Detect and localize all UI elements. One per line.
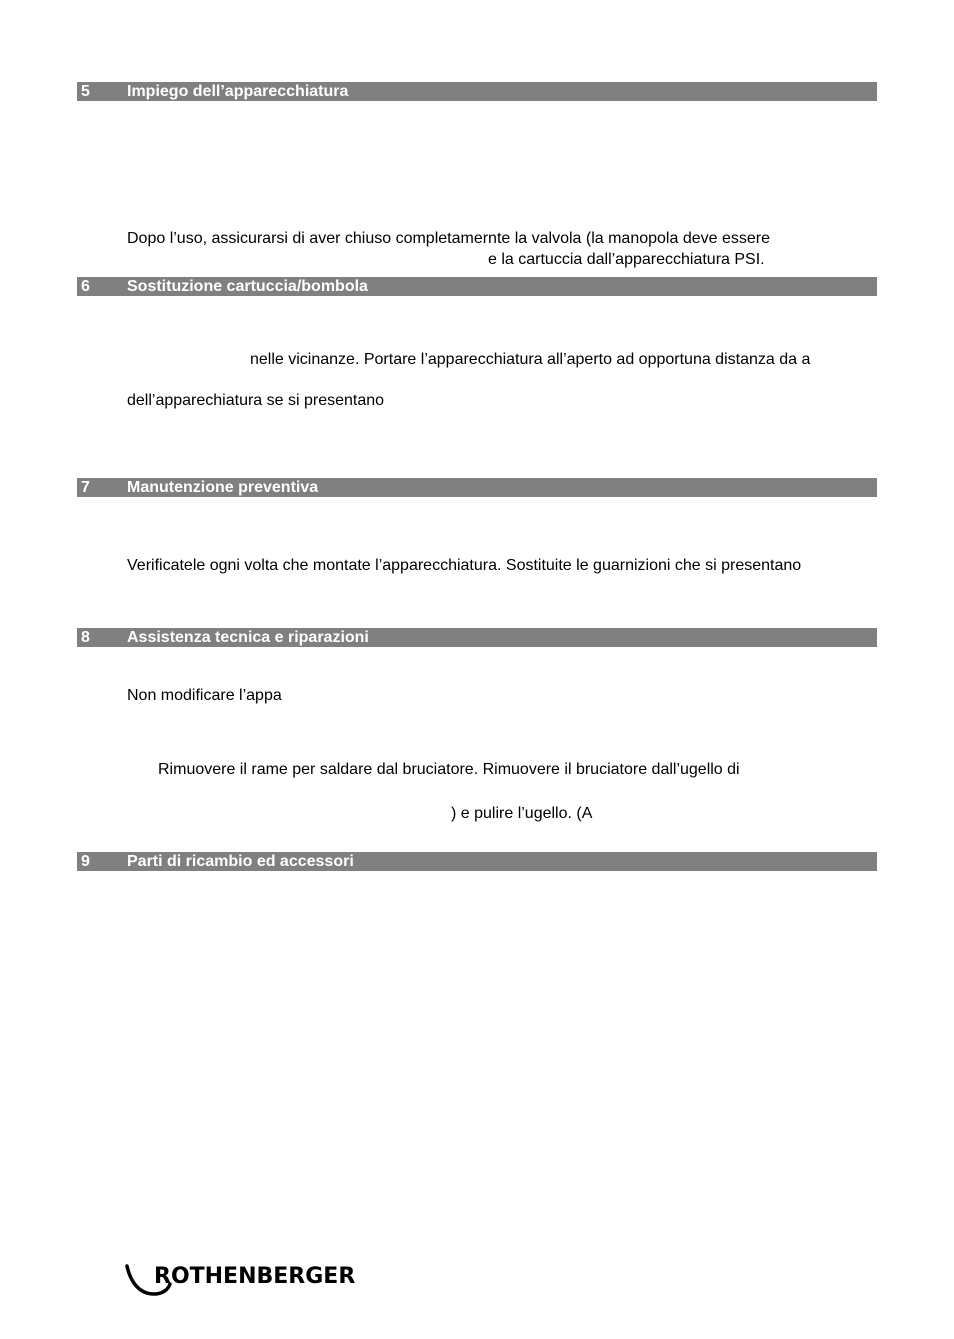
section-heading-6 xyxy=(77,277,877,296)
paragraph-line: Dopo l’uso, assicurarsi di aver chiuso completamernte la valvola (la manopola deve essere xyxy=(127,230,770,247)
section-number: 6 xyxy=(81,278,90,295)
section-number: 8 xyxy=(81,629,90,646)
section-number: 9 xyxy=(81,853,90,870)
paragraph-line: nelle vicinanze. Portare l’apparecchiatura all’aperto ad opportuna distanza da a xyxy=(250,351,811,368)
paragraph-line: Non modificare l’appa xyxy=(127,687,282,704)
paragraph-line: ) e pulire l’ugello. (A xyxy=(451,805,593,822)
paragraph-line: dell’apparechiatura se si presentano xyxy=(127,392,385,409)
paragraph-line: Verificatele ogni volta che montate l’apparecchiatura. Sostituite le guarnizioni che si presentano xyxy=(127,557,802,574)
section-heading-9 xyxy=(77,852,877,871)
section-title: Parti di ricambio ed accessori xyxy=(127,853,354,870)
paragraph-line: e la cartuccia dall’apparecchiatura PSI. xyxy=(488,251,765,268)
section-title: Manutenzione preventiva xyxy=(127,479,319,496)
logo-text: ROTHENBERGER xyxy=(154,1264,356,1289)
paragraph-line: Rimuovere il rame per saldare dal bruciatore. Rimuovere il bruciatore dall’ugello di xyxy=(158,761,740,778)
section-heading-8 xyxy=(77,628,877,647)
section-number: 5 xyxy=(81,83,90,100)
section-number: 7 xyxy=(81,479,90,496)
section-title: Assistenza tecnica e riparazioni xyxy=(127,629,369,646)
section-title: Impiego dell’apparecchiatura xyxy=(127,83,349,100)
section-title: Sostituzione cartuccia/bombola xyxy=(127,278,368,295)
section-heading-5 xyxy=(77,82,877,101)
section-heading-7 xyxy=(77,478,877,497)
